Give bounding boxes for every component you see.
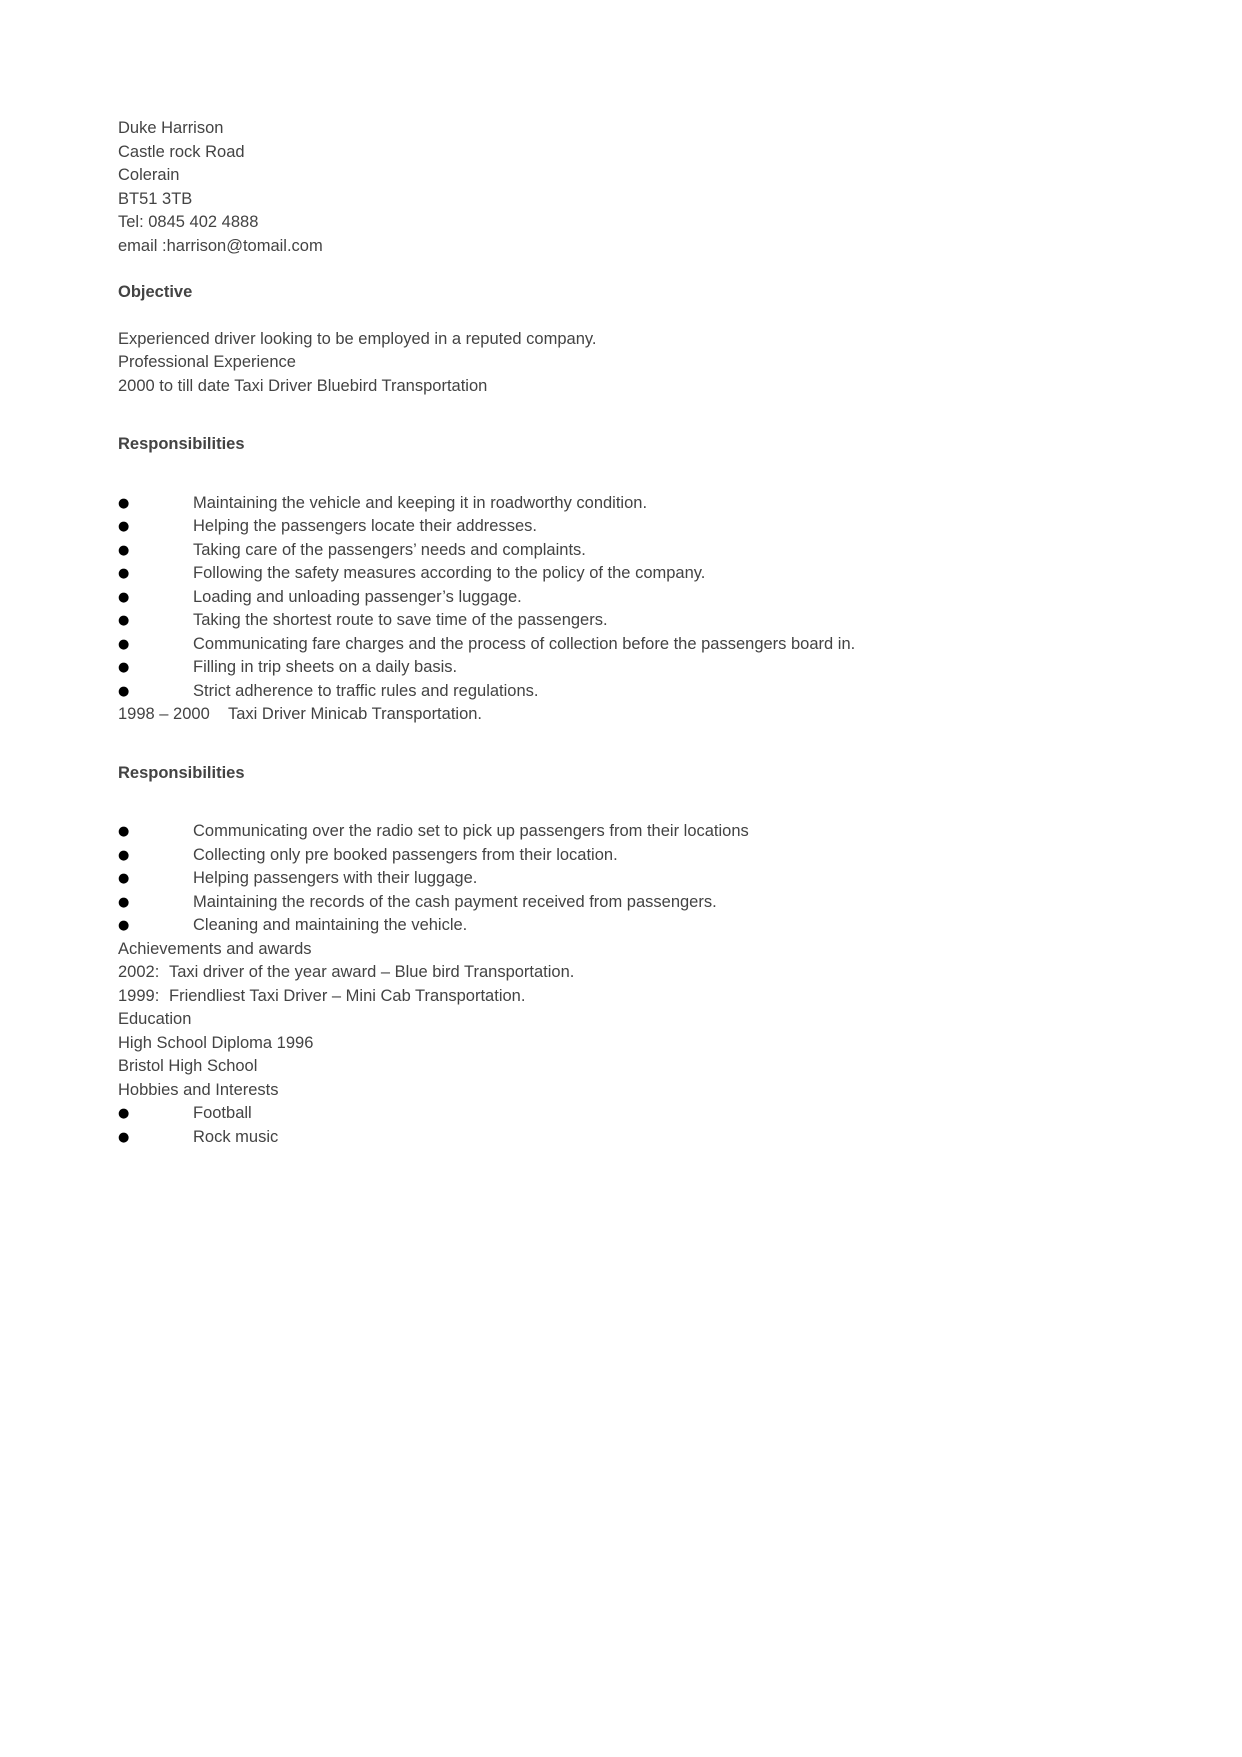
- list-item: ● Communicating fare charges and the process of collection before the passengers board in.: [118, 633, 1118, 657]
- bullet-icon: ●: [118, 589, 130, 605]
- list-item: ● Cleaning and maintaining the vehicle.: [118, 914, 1118, 938]
- job2-responsibilities-list: [118, 820, 1118, 938]
- bullet-icon: ●: [118, 894, 130, 910]
- list-item: ● Filling in trip sheets on a daily basis.: [118, 656, 1118, 680]
- education-school: Bristol High School: [118, 1057, 258, 1075]
- list-item: ● Taking the shortest route to save time of the passengers.: [118, 609, 1118, 633]
- bullet-icon: ●: [118, 918, 130, 933]
- bullet-icon: ●: [118, 683, 130, 699]
- job2-title: Taxi Driver Minicab Transportation.: [228, 705, 483, 723]
- list-item: ● Following the safety measures according to the policy of the company.: [118, 562, 1118, 586]
- list-item: ● Helping passengers with their luggage.: [118, 867, 1118, 891]
- achievement-text: Taxi driver of the year award – Blue bird Transportation.: [169, 963, 575, 981]
- bullet-icon: ●: [118, 847, 130, 863]
- list-item: ● Taking care of the passengers’ needs and complaints.: [118, 539, 1118, 563]
- hobbies-heading: Hobbies and Interests: [118, 1080, 279, 1099]
- achievements-heading: Achievements and awards: [118, 939, 312, 958]
- education-diploma: High School Diploma 1996: [118, 1033, 314, 1052]
- list-item: ● Maintaining the vehicle and keeping it in roadworthy condition.: [118, 492, 1118, 516]
- list-item: ● Collecting only pre booked passengers from their location.: [118, 844, 1118, 868]
- bullet-icon: ●: [118, 1106, 130, 1121]
- bullet-icon: ●: [118, 660, 130, 675]
- contact-email: email :harrison@tomail.com: [118, 236, 323, 255]
- achievement-year: 2002:: [118, 963, 160, 981]
- bullet-icon: ●: [118, 566, 130, 581]
- list-item: ● Loading and unloading passenger’s luggage.: [118, 586, 1118, 610]
- experience-heading: Professional Experience: [118, 353, 296, 371]
- objective-text: Experienced driver looking to be employed in a reputed company.: [118, 329, 597, 348]
- objective-heading: Objective: [118, 283, 193, 301]
- list-item: ● Strict adherence to traffic rules and regulations.: [118, 680, 1118, 704]
- achievement-item: [118, 985, 1118, 1009]
- list-item: ● Rock music: [118, 1126, 1118, 1150]
- achievement-item: [118, 961, 1118, 985]
- bullet-icon: ●: [118, 613, 130, 628]
- list-item: ● Communicating over the radio set to pick up passengers from their locations: [118, 820, 1118, 844]
- achievement-text: Friendliest Taxi Driver – Mini Cab Transportation.: [169, 986, 526, 1005]
- job2-line: [118, 703, 1118, 727]
- bullet-icon: ●: [118, 1129, 130, 1145]
- contact-address-line2: Colerain: [118, 166, 180, 184]
- list-item: ● Maintaining the records of the cash payment received from passengers.: [118, 891, 1118, 915]
- bullet-icon: ●: [118, 824, 130, 839]
- list-item: ● Helping the passengers locate their addresses.: [118, 515, 1118, 539]
- contact-address-line1: Castle rock Road: [118, 142, 245, 161]
- job1-line: 2000 to till date Taxi Driver Bluebird Transportation: [118, 376, 488, 395]
- bullet-icon: ●: [118, 542, 130, 558]
- achievement-year: 1999:: [118, 986, 160, 1005]
- education-heading: Education: [118, 1010, 192, 1028]
- bullet-icon: ●: [118, 871, 130, 886]
- job1-responsibilities-heading: Responsibilities: [118, 435, 245, 453]
- job1-responsibilities-list: [118, 492, 1118, 704]
- hobbies-list: [118, 1102, 1118, 1149]
- bullet-icon: ●: [118, 519, 130, 534]
- contact-postcode: BT51 3TB: [118, 189, 193, 208]
- bullet-icon: ●: [118, 636, 130, 652]
- contact-block: [118, 117, 1118, 258]
- contact-tel: Tel: 0845 402 4888: [118, 213, 259, 231]
- bullet-icon: ●: [118, 495, 130, 511]
- contact-name: Duke Harrison: [118, 119, 224, 137]
- resume-page: [118, 117, 1118, 1149]
- list-item: ● Football: [118, 1102, 1118, 1126]
- job2-period: 1998 – 2000: [118, 705, 210, 723]
- job2-responsibilities-heading: Responsibilities: [118, 763, 245, 782]
